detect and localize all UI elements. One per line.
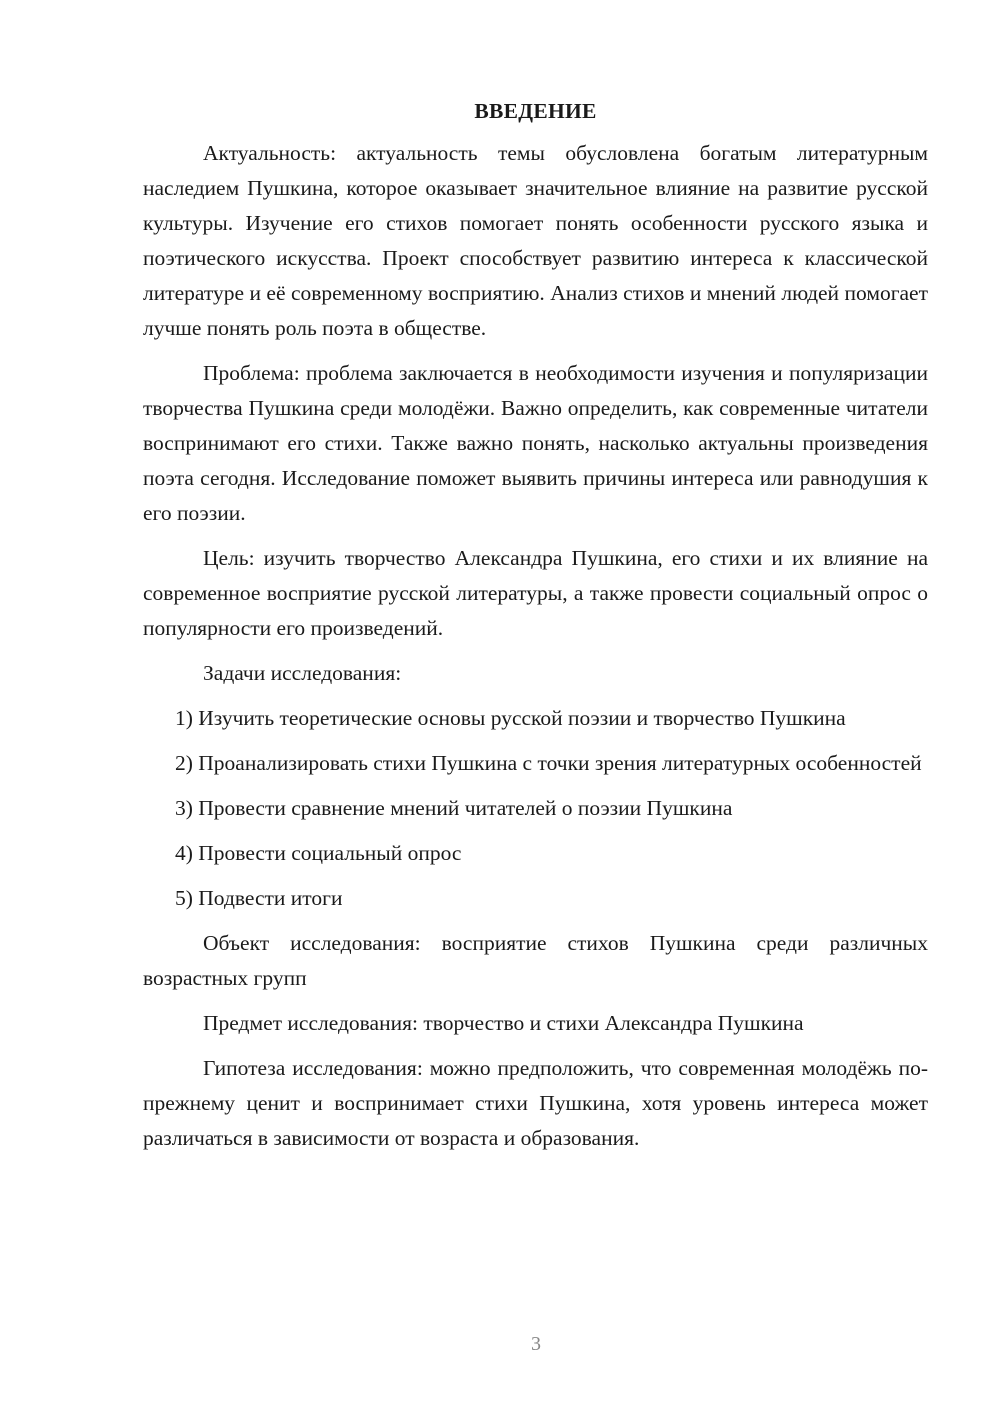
relevance-paragraph: Актуальность: актуальность темы обусловлена богатым литературным наследием Пушкина, которое оказывает значительное влияние на развитие русской культуры. Изучение его стихов помогает понять особенности русского языка и поэтического искусства. Проект способствует развитию интереса к классической литературе и её современному восприятию. Анализ стихов и мнений людей помогает лучше понять роль поэта в обществе. bbox=[143, 141, 928, 340]
problem-paragraph: Проблема: проблема заключается в необходимости изучения и популяризации творчества Пушкина среди молодёжи. Важно определить, как современные читатели воспринимают его стихи. Также важно понять, насколько актуальны произведения поэта сегодня. Исследование поможет выявить причины интереса или равнодушия к его поэзии. bbox=[143, 361, 928, 525]
tasks-title: Задачи исследования: bbox=[203, 661, 402, 685]
task-item-5: 5) Подвести итоги bbox=[175, 886, 343, 910]
page-number: 3 bbox=[531, 1333, 541, 1355]
object-paragraph: Объект исследования: восприятие стихов Пушкина среди различных возрастных групп bbox=[143, 931, 928, 990]
task-item-3: 3) Провести сравнение мнений читателей о поэзии Пушкина bbox=[175, 796, 733, 820]
hypothesis-paragraph: Гипотеза исследования: можно предположить, что современная молодёжь по-прежнему ценит и воспринимает стихи Пушкина, хотя уровень интереса может различаться в зависимости от возраста и образования. bbox=[143, 1056, 928, 1150]
section-heading: ВВЕДЕНИЕ bbox=[474, 99, 597, 123]
document-page bbox=[143, 96, 928, 1166]
task-item-4: 4) Провести социальный опрос bbox=[175, 841, 462, 865]
task-item-2: 2) Проанализировать стихи Пушкина с точки зрения литературных особенностей bbox=[175, 751, 922, 775]
goal-paragraph: Цель: изучить творчество Александра Пушкина, его стихи и их влияние на современное восприятие русской литературы, а также провести социальный опрос о популярности его произведений. bbox=[143, 546, 928, 640]
subject-paragraph: Предмет исследования: творчество и стихи Александра Пушкина bbox=[203, 1011, 804, 1035]
task-item-1: 1) Изучить теоретические основы русской поэзии и творчество Пушкина bbox=[175, 706, 846, 730]
